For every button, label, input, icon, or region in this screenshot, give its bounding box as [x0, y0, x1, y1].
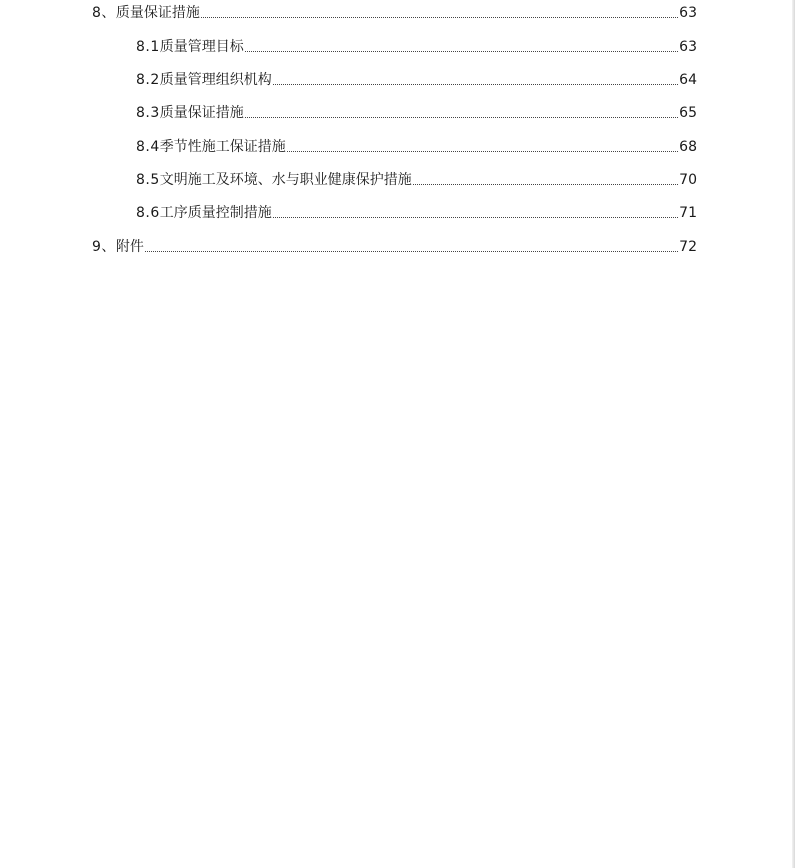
- toc-entry-title: 季节性施工保证措施: [159, 139, 286, 155]
- toc-dot-leader: [245, 116, 678, 118]
- toc-entry-8-4[interactable]: [136, 136, 697, 156]
- toc-entry-page: 68: [679, 139, 697, 155]
- toc-entry-title: 质量管理目标: [159, 39, 244, 55]
- toc-dot-leader: [273, 83, 678, 85]
- toc-dot-leader: [273, 216, 678, 218]
- toc-entry-title: 工序质量控制措施: [159, 205, 272, 221]
- toc-entry-8-5[interactable]: [136, 169, 697, 189]
- toc-entry-number: 8.1: [136, 39, 160, 55]
- toc-entry-number: 8.5: [136, 172, 160, 188]
- toc-dot-leader: [287, 150, 678, 152]
- toc-entry-number: 8.2: [136, 72, 160, 88]
- toc-entry-9[interactable]: [92, 236, 697, 256]
- toc-dot-leader: [245, 50, 678, 52]
- toc-entry-title: 质量管理组织机构: [159, 72, 272, 88]
- toc-entry-number: 8.4: [136, 139, 160, 155]
- toc-entry-8-1[interactable]: [136, 36, 697, 56]
- toc-entry-8[interactable]: [92, 2, 697, 22]
- toc-dot-leader: [145, 250, 678, 252]
- toc-entry-page: 71: [679, 205, 697, 221]
- toc-entry-page: 72: [679, 239, 697, 255]
- toc-entry-page: 64: [679, 72, 697, 88]
- toc-entry-8-3[interactable]: [136, 102, 697, 122]
- toc-entry-number: 8、: [92, 5, 116, 21]
- toc-entry-number: 9、: [92, 239, 116, 255]
- toc-entry-8-6[interactable]: [136, 202, 697, 222]
- toc-entry-title: 文明施工及环境、水与职业健康保护措施: [159, 172, 412, 188]
- toc-dot-leader: [413, 183, 678, 185]
- toc-entry-title: 质量保证措施: [159, 105, 244, 121]
- toc-entry-page: 65: [679, 105, 697, 121]
- toc-entry-title: 质量保证措施: [115, 5, 200, 21]
- toc-entry-number: 8.6: [136, 205, 160, 221]
- toc-entry-title: 附件: [115, 239, 144, 255]
- toc-entry-8-2[interactable]: [136, 69, 697, 89]
- toc-entry-page: 63: [679, 5, 697, 21]
- toc-entry-number: 8.3: [136, 105, 160, 121]
- toc-entry-page: 70: [679, 172, 697, 188]
- toc-entry-page: 63: [679, 39, 697, 55]
- toc-dot-leader: [201, 16, 678, 18]
